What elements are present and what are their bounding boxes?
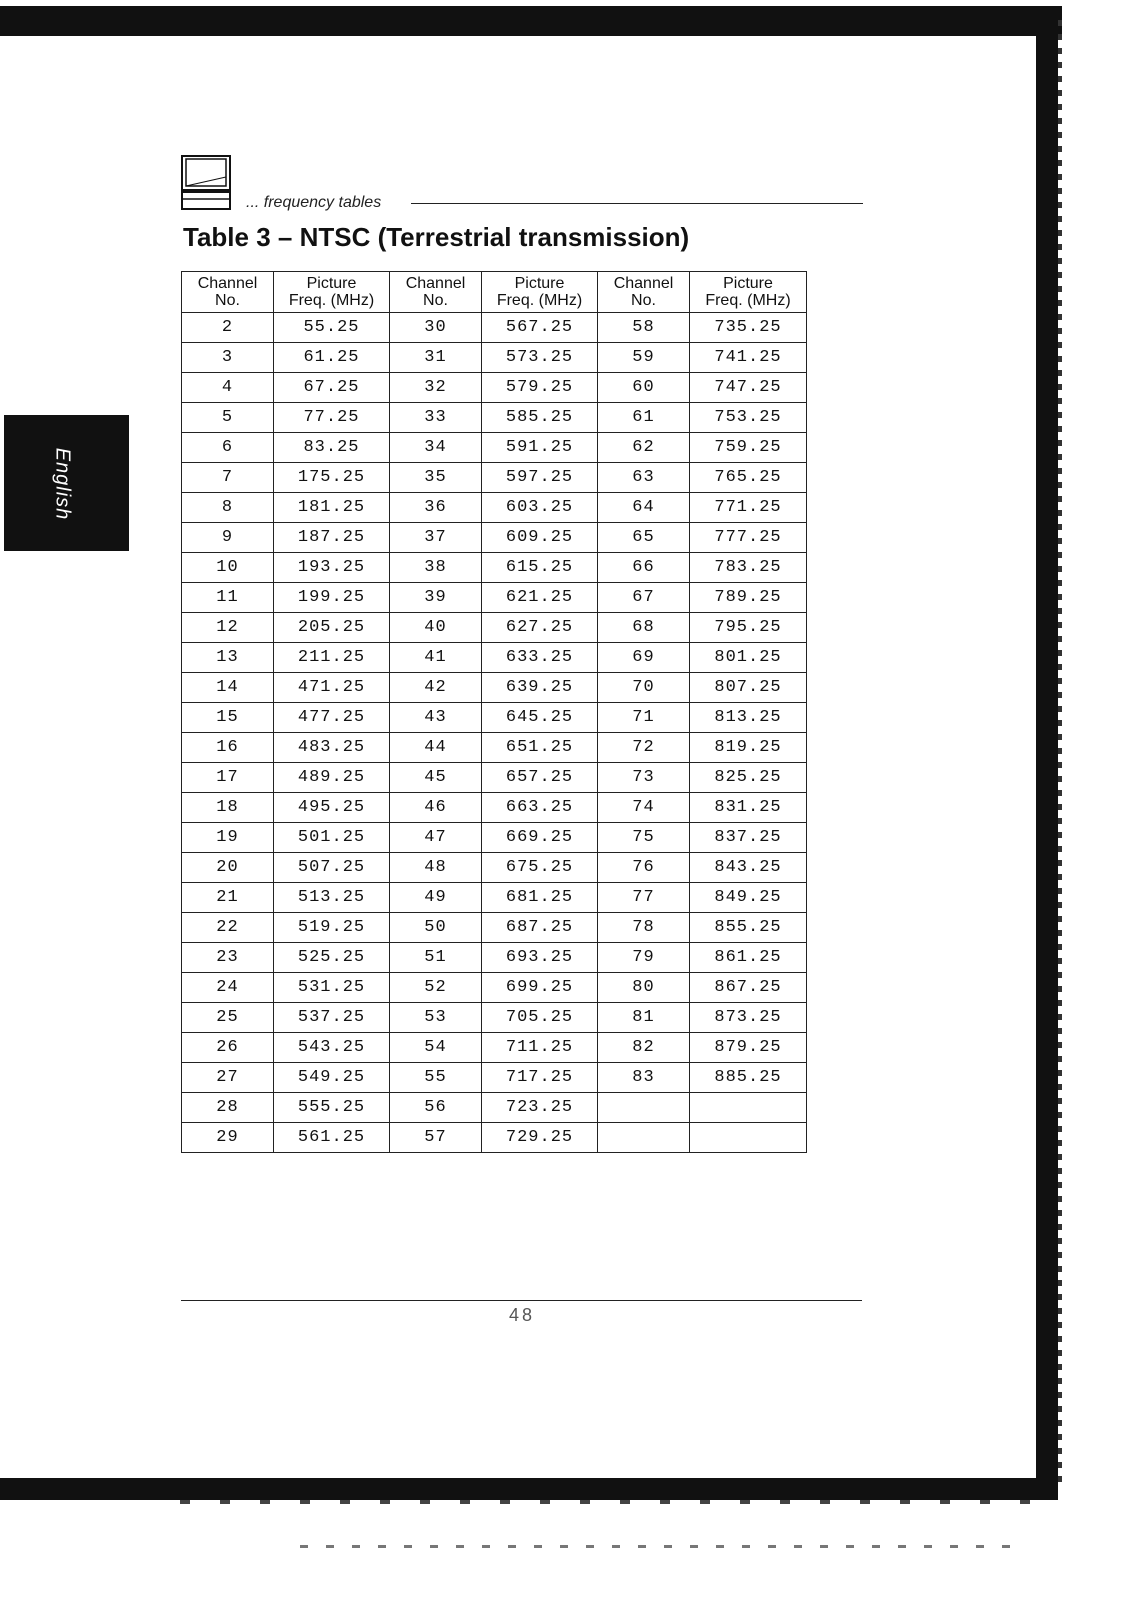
picture-frequency-cell: 507.25 xyxy=(274,853,390,883)
header-row xyxy=(182,272,807,313)
picture-frequency-cell: 205.25 xyxy=(274,613,390,643)
channel-number-cell: 16 xyxy=(182,733,274,763)
picture-frequency-cell: 55.25 xyxy=(274,313,390,343)
channel-number-cell: 56 xyxy=(390,1093,482,1123)
column-header-line2: Freq. (MHz) xyxy=(288,292,375,309)
channel-number-cell: 11 xyxy=(182,583,274,613)
picture-frequency-cell: 831.25 xyxy=(690,793,807,823)
table-row xyxy=(182,523,807,553)
picture-frequency-cell: 855.25 xyxy=(690,913,807,943)
channel-number-cell: 15 xyxy=(182,703,274,733)
picture-frequency-cell: 639.25 xyxy=(482,673,598,703)
table-row xyxy=(182,1033,807,1063)
picture-frequency-cell: 867.25 xyxy=(690,973,807,1003)
column-header-line1: Picture xyxy=(514,275,565,292)
picture-frequency-cell: 525.25 xyxy=(274,943,390,973)
channel-number-cell: 18 xyxy=(182,793,274,823)
table-row xyxy=(182,343,807,373)
channel-number-cell xyxy=(598,1093,690,1123)
picture-frequency-cell: 801.25 xyxy=(690,643,807,673)
picture-frequency-cell: 573.25 xyxy=(482,343,598,373)
picture-frequency-cell: 621.25 xyxy=(482,583,598,613)
column-header xyxy=(274,272,390,313)
picture-frequency-cell: 61.25 xyxy=(274,343,390,373)
channel-number-cell: 47 xyxy=(390,823,482,853)
picture-frequency-cell: 83.25 xyxy=(274,433,390,463)
channel-number-cell: 25 xyxy=(182,1003,274,1033)
column-header-line1: Picture xyxy=(723,275,773,292)
picture-frequency-cell: 645.25 xyxy=(482,703,598,733)
channel-number-cell: 7 xyxy=(182,463,274,493)
channel-number-cell: 59 xyxy=(598,343,690,373)
channel-number-cell: 57 xyxy=(390,1123,482,1153)
column-header-line2: Freq. (MHz) xyxy=(496,292,583,309)
table-row xyxy=(182,913,807,943)
table-row xyxy=(182,583,807,613)
channel-number-cell: 60 xyxy=(598,373,690,403)
table-row xyxy=(182,853,807,883)
column-header-line1: Channel xyxy=(405,275,466,292)
picture-frequency-cell xyxy=(690,1093,807,1123)
picture-frequency-cell: 609.25 xyxy=(482,523,598,553)
picture-frequency-cell: 723.25 xyxy=(482,1093,598,1123)
column-header-line1: Channel xyxy=(613,275,674,292)
channel-number-cell: 41 xyxy=(390,643,482,673)
channel-number-cell: 39 xyxy=(390,583,482,613)
picture-frequency-cell: 735.25 xyxy=(690,313,807,343)
table-row xyxy=(182,313,807,343)
picture-frequency-cell: 495.25 xyxy=(274,793,390,823)
channel-number-cell: 8 xyxy=(182,493,274,523)
table-row xyxy=(182,643,807,673)
table-row xyxy=(182,553,807,583)
table-row xyxy=(182,943,807,973)
table-row xyxy=(182,823,807,853)
picture-frequency-cell: 819.25 xyxy=(690,733,807,763)
column-header-line1: Picture xyxy=(306,275,357,292)
channel-number-cell: 81 xyxy=(598,1003,690,1033)
channel-number-cell: 71 xyxy=(598,703,690,733)
table-row xyxy=(182,673,807,703)
channel-number-cell: 30 xyxy=(390,313,482,343)
picture-frequency-cell: 879.25 xyxy=(690,1033,807,1063)
channel-number-cell: 74 xyxy=(598,793,690,823)
channel-number-cell: 32 xyxy=(390,373,482,403)
picture-frequency-cell: 717.25 xyxy=(482,1063,598,1093)
table-row xyxy=(182,973,807,1003)
picture-frequency-cell: 681.25 xyxy=(482,883,598,913)
channel-number-cell: 64 xyxy=(598,493,690,523)
column-header xyxy=(482,272,598,313)
channel-number-cell: 46 xyxy=(390,793,482,823)
channel-number-cell: 12 xyxy=(182,613,274,643)
channel-number-cell: 17 xyxy=(182,763,274,793)
picture-frequency-cell: 483.25 xyxy=(274,733,390,763)
channel-number-cell: 69 xyxy=(598,643,690,673)
column-header-line1: Channel xyxy=(197,275,258,292)
table-row xyxy=(182,793,807,823)
channel-number-cell: 52 xyxy=(390,973,482,1003)
picture-frequency-cell: 813.25 xyxy=(690,703,807,733)
channel-number-cell: 28 xyxy=(182,1093,274,1123)
picture-frequency-cell: 67.25 xyxy=(274,373,390,403)
table-row xyxy=(182,613,807,643)
picture-frequency-cell: 657.25 xyxy=(482,763,598,793)
picture-frequency-cell: 885.25 xyxy=(690,1063,807,1093)
picture-frequency-cell: 753.25 xyxy=(690,403,807,433)
channel-number-cell: 61 xyxy=(598,403,690,433)
picture-frequency-cell: 199.25 xyxy=(274,583,390,613)
channel-number-cell: 3 xyxy=(182,343,274,373)
frequency-table xyxy=(181,271,807,1153)
picture-frequency-cell: 663.25 xyxy=(482,793,598,823)
channel-number-cell: 82 xyxy=(598,1033,690,1063)
channel-number-cell: 72 xyxy=(598,733,690,763)
picture-frequency-cell: 77.25 xyxy=(274,403,390,433)
picture-frequency-cell: 603.25 xyxy=(482,493,598,523)
column-header xyxy=(182,272,274,313)
scan-border-top xyxy=(0,6,1062,36)
section-label: ... frequency tables xyxy=(246,194,382,211)
picture-frequency-cell: 501.25 xyxy=(274,823,390,853)
table-header xyxy=(182,272,807,313)
channel-number-cell: 36 xyxy=(390,493,482,523)
picture-frequency-cell: 693.25 xyxy=(482,943,598,973)
channel-number-cell: 42 xyxy=(390,673,482,703)
channel-number-cell: 65 xyxy=(598,523,690,553)
channel-number-cell: 54 xyxy=(390,1033,482,1063)
channel-number-cell: 24 xyxy=(182,973,274,1003)
channel-number-cell: 48 xyxy=(390,853,482,883)
table-body xyxy=(182,313,807,1153)
picture-frequency-cell: 627.25 xyxy=(482,613,598,643)
channel-number-cell: 4 xyxy=(182,373,274,403)
channel-number-cell: 14 xyxy=(182,673,274,703)
channel-number-cell: 10 xyxy=(182,553,274,583)
channel-number-cell: 37 xyxy=(390,523,482,553)
table-row xyxy=(182,1003,807,1033)
channel-number-cell: 21 xyxy=(182,883,274,913)
picture-frequency-cell: 747.25 xyxy=(690,373,807,403)
column-header xyxy=(390,272,482,313)
channel-number-cell: 45 xyxy=(390,763,482,793)
picture-frequency-cell: 519.25 xyxy=(274,913,390,943)
channel-number-cell: 27 xyxy=(182,1063,274,1093)
picture-frequency-cell: 699.25 xyxy=(482,973,598,1003)
channel-number-cell: 66 xyxy=(598,553,690,583)
picture-frequency-cell: 651.25 xyxy=(482,733,598,763)
picture-frequency-cell: 477.25 xyxy=(274,703,390,733)
channel-number-cell: 22 xyxy=(182,913,274,943)
picture-frequency-cell: 561.25 xyxy=(274,1123,390,1153)
channel-number-cell: 51 xyxy=(390,943,482,973)
picture-frequency-cell: 537.25 xyxy=(274,1003,390,1033)
table-row xyxy=(182,883,807,913)
picture-frequency-cell: 555.25 xyxy=(274,1093,390,1123)
scan-border-bottom xyxy=(0,1478,1050,1500)
picture-frequency-cell: 765.25 xyxy=(690,463,807,493)
channel-number-cell: 80 xyxy=(598,973,690,1003)
picture-frequency-cell: 843.25 xyxy=(690,853,807,883)
picture-frequency-cell: 531.25 xyxy=(274,973,390,1003)
picture-frequency-cell: 825.25 xyxy=(690,763,807,793)
table-row xyxy=(182,733,807,763)
picture-frequency-cell: 489.25 xyxy=(274,763,390,793)
picture-frequency-cell: 777.25 xyxy=(690,523,807,553)
channel-number-cell: 75 xyxy=(598,823,690,853)
picture-frequency-cell: 705.25 xyxy=(482,1003,598,1033)
channel-number-cell: 6 xyxy=(182,433,274,463)
channel-number-cell: 79 xyxy=(598,943,690,973)
picture-frequency-cell: 783.25 xyxy=(690,553,807,583)
picture-frequency-cell: 711.25 xyxy=(482,1033,598,1063)
channel-number-cell: 2 xyxy=(182,313,274,343)
picture-frequency-cell: 861.25 xyxy=(690,943,807,973)
table-row xyxy=(182,1093,807,1123)
column-header-line2: Freq. (MHz) xyxy=(705,292,791,309)
language-tab-label: English xyxy=(51,447,74,521)
channel-number-cell: 68 xyxy=(598,613,690,643)
picture-frequency-cell: 549.25 xyxy=(274,1063,390,1093)
table-row xyxy=(182,493,807,523)
channel-number-cell: 20 xyxy=(182,853,274,883)
picture-frequency-cell: 771.25 xyxy=(690,493,807,523)
picture-frequency-cell: 687.25 xyxy=(482,913,598,943)
column-header xyxy=(690,272,807,313)
channel-number-cell xyxy=(598,1123,690,1153)
table-row xyxy=(182,403,807,433)
table-row xyxy=(182,1063,807,1093)
channel-number-cell: 76 xyxy=(598,853,690,883)
channel-number-cell: 77 xyxy=(598,883,690,913)
picture-frequency-cell: 543.25 xyxy=(274,1033,390,1063)
column-header xyxy=(598,272,690,313)
channel-number-cell: 9 xyxy=(182,523,274,553)
channel-number-cell: 73 xyxy=(598,763,690,793)
picture-frequency-cell: 807.25 xyxy=(690,673,807,703)
column-header-line2: No. xyxy=(423,292,448,309)
channel-number-cell: 63 xyxy=(598,463,690,493)
table-row xyxy=(182,373,807,403)
table-row xyxy=(182,433,807,463)
channel-number-cell: 58 xyxy=(598,313,690,343)
column-header-line2: No. xyxy=(215,292,240,309)
picture-frequency-cell: 873.25 xyxy=(690,1003,807,1033)
picture-frequency-cell: 615.25 xyxy=(482,553,598,583)
picture-frequency-cell: 585.25 xyxy=(482,403,598,433)
channel-number-cell: 49 xyxy=(390,883,482,913)
picture-frequency-cell: 181.25 xyxy=(274,493,390,523)
picture-frequency-cell: 729.25 xyxy=(482,1123,598,1153)
picture-frequency-cell: 513.25 xyxy=(274,883,390,913)
channel-number-cell: 40 xyxy=(390,613,482,643)
channel-number-cell: 78 xyxy=(598,913,690,943)
channel-number-cell: 44 xyxy=(390,733,482,763)
picture-frequency-cell: 837.25 xyxy=(690,823,807,853)
picture-frequency-cell: 759.25 xyxy=(690,433,807,463)
channel-number-cell: 35 xyxy=(390,463,482,493)
picture-frequency-cell: 175.25 xyxy=(274,463,390,493)
picture-frequency-cell: 211.25 xyxy=(274,643,390,673)
channel-number-cell: 67 xyxy=(598,583,690,613)
channel-number-cell: 31 xyxy=(390,343,482,373)
picture-frequency-cell: 741.25 xyxy=(690,343,807,373)
column-header-line2: No. xyxy=(631,292,656,309)
picture-frequency-cell: 675.25 xyxy=(482,853,598,883)
scan-noise-right xyxy=(1058,20,1062,1490)
page-title: Table 3 – NTSC (Terrestrial transmission) xyxy=(183,222,690,252)
picture-frequency-cell: 669.25 xyxy=(482,823,598,853)
channel-number-cell: 55 xyxy=(390,1063,482,1093)
picture-frequency-cell: 187.25 xyxy=(274,523,390,553)
scan-noise-bottom xyxy=(180,1500,1040,1504)
channel-number-cell: 50 xyxy=(390,913,482,943)
channel-number-cell: 23 xyxy=(182,943,274,973)
table-row xyxy=(182,1123,807,1153)
picture-frequency-cell xyxy=(690,1123,807,1153)
channel-number-cell: 53 xyxy=(390,1003,482,1033)
picture-frequency-cell: 597.25 xyxy=(482,463,598,493)
scan-noise-dots xyxy=(300,1545,1020,1548)
picture-frequency-cell: 567.25 xyxy=(482,313,598,343)
channel-number-cell: 19 xyxy=(182,823,274,853)
page-number: 48 xyxy=(509,1305,536,1325)
tv-icon xyxy=(181,155,231,211)
table-row xyxy=(182,703,807,733)
picture-frequency-cell: 789.25 xyxy=(690,583,807,613)
channel-number-cell: 26 xyxy=(182,1033,274,1063)
table-row xyxy=(182,463,807,493)
picture-frequency-cell: 633.25 xyxy=(482,643,598,673)
section-rule xyxy=(411,203,863,204)
channel-number-cell: 70 xyxy=(598,673,690,703)
channel-number-cell: 83 xyxy=(598,1063,690,1093)
picture-frequency-cell: 579.25 xyxy=(482,373,598,403)
channel-number-cell: 5 xyxy=(182,403,274,433)
picture-frequency-cell: 795.25 xyxy=(690,613,807,643)
footer-rule xyxy=(181,1300,862,1301)
channel-number-cell: 38 xyxy=(390,553,482,583)
channel-number-cell: 13 xyxy=(182,643,274,673)
channel-number-cell: 33 xyxy=(390,403,482,433)
picture-frequency-cell: 849.25 xyxy=(690,883,807,913)
channel-number-cell: 29 xyxy=(182,1123,274,1153)
picture-frequency-cell: 591.25 xyxy=(482,433,598,463)
channel-number-cell: 62 xyxy=(598,433,690,463)
table-row xyxy=(182,763,807,793)
scan-border-right xyxy=(1036,6,1058,1500)
channel-number-cell: 43 xyxy=(390,703,482,733)
picture-frequency-cell: 471.25 xyxy=(274,673,390,703)
picture-frequency-cell: 193.25 xyxy=(274,553,390,583)
channel-number-cell: 34 xyxy=(390,433,482,463)
